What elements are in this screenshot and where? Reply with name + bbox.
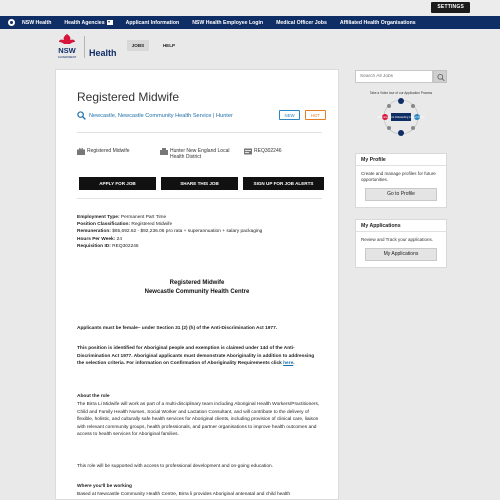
where-text: Based at Newcastle Community Health Centre, Birra li provides Aboriginal antenatal and child health	[77, 492, 291, 497]
card-title: My Profile	[356, 154, 446, 166]
location-link[interactable]: Newcastle, Newcastle Community Health Service | Hunter	[89, 112, 233, 119]
card-title: My Applications	[356, 220, 446, 232]
share-job-button[interactable]: SHARE THIS JOB	[161, 177, 238, 190]
nav-item-label: Health Agencies	[64, 19, 105, 26]
job-req-id	[244, 148, 282, 155]
portal-diagram-icon	[355, 87, 447, 149]
body-heading-title: Registered Midwife	[169, 280, 225, 286]
site-header	[55, 32, 445, 64]
detail-row: Requisition ID: REQ302246	[77, 243, 139, 249]
job-detail-panel	[55, 69, 339, 500]
about-role-text: The Birra Li Midwife will work as part of a multi-disciplinary team including Aboriginal Health Workers/Practitioners, Child and Family Health Nurses, Social Worker and Lactation Consultant, and will contribute to the delivery of flexible, holistic, and culturally safe health services for Aboriginal clients, including provision of clinical care, liaison with relevant community groups, health professionals, and partner organisations to improve health outcomes and access to health services for Aboriginal families.	[77, 402, 320, 438]
job-region-text: Hunter New England Local Health District	[170, 148, 230, 161]
where-heading: Where you'll be working	[77, 484, 132, 489]
nav-item-nsw-health[interactable]: NSW Health	[22, 19, 52, 26]
nav-item-employee-login[interactable]: NSW Health Employee Login	[192, 19, 264, 26]
nav-item-applicant-information[interactable]: Applicant Information	[125, 19, 180, 26]
help-tab[interactable]: HELP	[162, 43, 176, 48]
detail-row: Employment Type: Permanent Part Time	[77, 215, 167, 220]
job-req-id-text: REQ302246	[254, 148, 282, 154]
job-alerts-button[interactable]: SIGN UP FOR JOB ALERTS	[243, 177, 324, 190]
video-tour-promo[interactable]	[355, 87, 447, 149]
job-region	[160, 148, 240, 161]
job-title: Registered Midwife	[77, 90, 180, 104]
search-input[interactable]	[355, 70, 433, 83]
job-category	[77, 148, 130, 155]
search-submit-button[interactable]	[433, 70, 447, 83]
briefcase-icon	[77, 148, 85, 155]
my-applications-card	[355, 219, 447, 268]
job-category-text: Registered Midwife	[87, 148, 130, 154]
job-search	[355, 70, 447, 83]
nsw-logo[interactable]	[55, 33, 79, 61]
my-profile-card	[355, 153, 447, 208]
job-location	[77, 111, 233, 120]
go-to-profile-button[interactable]: Go to Profile	[365, 188, 437, 201]
detail-row: Position Classification: Registered Midwife	[77, 222, 173, 228]
globe-icon[interactable]	[8, 19, 15, 26]
logo-divider	[84, 36, 85, 58]
new-badge: NEW	[279, 110, 300, 120]
jobs-tab[interactable]: JOBS	[127, 40, 149, 51]
svg-text:GOVERNMENT: GOVERNMENT	[57, 56, 77, 59]
promo-caption: Take a Video tour of our Application Process	[369, 91, 433, 95]
aboriginality-info-link[interactable]: here	[283, 361, 294, 367]
body-heading-location: Newcastle Community Health Centre	[144, 289, 250, 295]
building-icon	[160, 148, 168, 155]
settings-button[interactable]: SETTINGS	[431, 2, 470, 13]
divider	[77, 132, 322, 133]
my-applications-button[interactable]: My Applications	[365, 248, 437, 261]
svg-text:Recruitment & Onboarding Caree: Recruitment & Onboarding Career Portal	[377, 116, 425, 120]
search-icon	[434, 71, 448, 84]
hot-badge: HOT	[305, 110, 326, 120]
divider	[77, 198, 322, 199]
chevron-down-icon	[107, 20, 113, 25]
nav-item-medical-officer-jobs[interactable]: Medical Officer Jobs	[276, 19, 327, 26]
support-text: This role will be supported with access to professional development and on-going education.	[77, 464, 273, 469]
card-text: Review and Track your applications.	[361, 237, 434, 242]
brand-health: Health	[89, 48, 117, 58]
apply-for-job-button[interactable]: APPLY FOR JOB	[79, 177, 156, 190]
female-applicants-notice: Applicants must be female– under Section 31 (2) (h) of the Anti-Discrimination Act 1977.	[77, 326, 278, 331]
id-card-icon	[244, 148, 252, 155]
nav-item-health-agencies[interactable]	[64, 20, 112, 26]
search-icon	[77, 111, 86, 120]
job-details-list	[77, 214, 262, 250]
aboriginal-identified-notice: This position is identified for Aboriginal people and exemption is claimed under 14d of the Anti-Discrimination Act 1977. Aboriginal applicants must demonstrate Aboriginality in addition to addressing the selection criteria. For information on Confirmation of Aboriginality Requirements click here.	[77, 346, 315, 367]
card-text: Create and manage profiles for future opportunities.	[361, 171, 436, 183]
main-nav	[0, 16, 500, 29]
nav-item-affiliated-orgs[interactable]: Affiliated Health Organisations	[339, 19, 416, 26]
detail-row: Remuneration: $65,692.62 - $92,236.06 pro rata + superannuation + salary packaging	[77, 229, 263, 235]
about-role-heading: About the role	[77, 394, 110, 399]
top-utility-bar	[0, 0, 500, 16]
detail-row: Hours Per Week: 24	[77, 236, 122, 242]
svg-text:NSW: NSW	[58, 46, 76, 55]
